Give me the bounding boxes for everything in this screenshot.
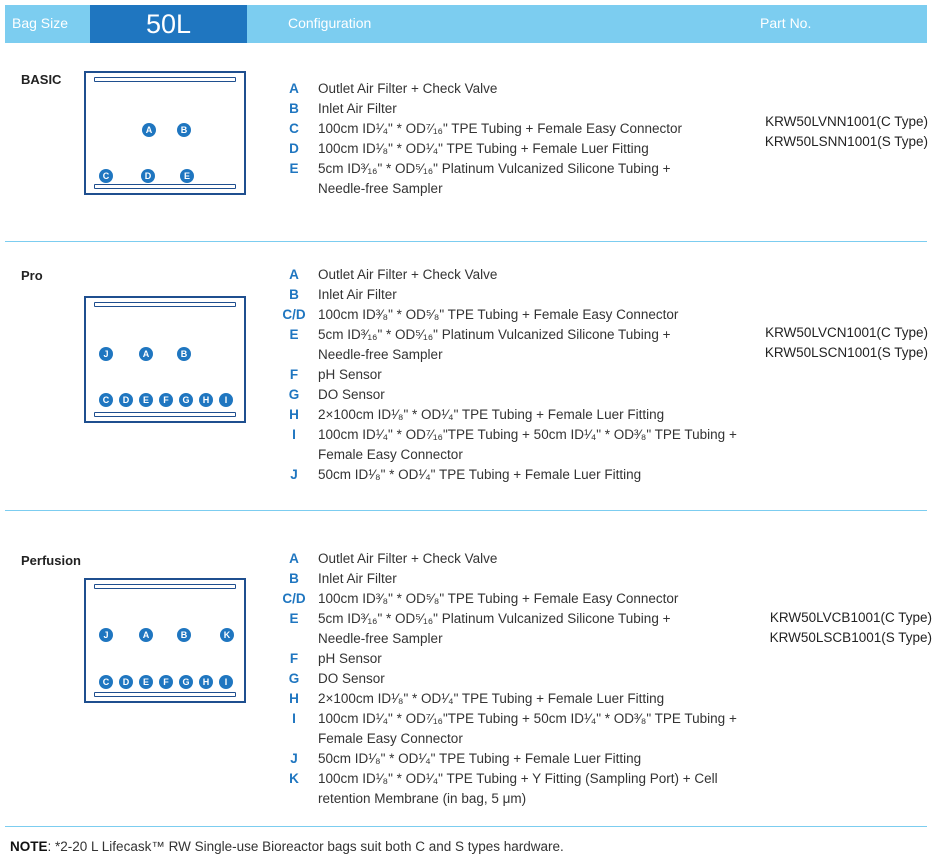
port-h: H — [199, 675, 213, 689]
port-i: I — [219, 675, 233, 689]
section-divider — [5, 241, 927, 242]
bag-rail-bottom — [94, 184, 236, 189]
config-item — [270, 79, 770, 99]
item-code: A — [289, 551, 299, 566]
config-item — [270, 669, 770, 689]
port-f: F — [159, 393, 173, 407]
config-item — [270, 749, 770, 769]
part-number-s-type: KRW50LSNN1001(S Type) — [764, 134, 928, 149]
config-item — [270, 689, 770, 709]
bag-rail-top — [94, 584, 236, 589]
item-text: Outlet Air Filter + Check Valve — [318, 551, 498, 566]
item-text: DO Sensor — [318, 671, 385, 686]
section-divider — [5, 510, 927, 511]
config-item — [270, 465, 770, 485]
item-text: DO Sensor — [318, 387, 385, 402]
item-code: B — [289, 571, 299, 586]
section-divider — [5, 826, 927, 827]
item-text: 50cm ID¹⁄₈" * OD¹⁄₄" TPE Tubing + Female Luer Fitting — [318, 467, 642, 482]
port-d: D — [119, 393, 133, 407]
section-title-pro: Pro — [21, 268, 43, 283]
item-text: Inlet Air Filter — [318, 287, 397, 302]
part-number-s-type: KRW50LSCB1001(S Type) — [769, 630, 932, 645]
note-text: : *2-20 L Lifecask™ RW Single-use Bioreactor bags suit both C and S types hardware. — [47, 839, 564, 854]
section-title-basic: BASIC — [21, 72, 62, 87]
item-text: 100cm ID¹⁄₄" * OD⁷⁄₁₆" TPE Tubing + Female Easy Connector — [318, 121, 683, 136]
bag-diagram-pro — [84, 296, 246, 423]
part-no-label: Part No. — [760, 15, 812, 31]
port-j: J — [99, 347, 113, 361]
item-code: J — [290, 467, 298, 482]
section-title-perfusion: Perfusion — [21, 553, 81, 568]
config-item — [270, 305, 770, 325]
bag-rail-bottom — [94, 692, 236, 697]
item-code: B — [289, 287, 299, 302]
config-item — [270, 709, 760, 749]
port-d: D — [119, 675, 133, 689]
item-text: 2×100cm ID¹⁄₈" * OD¹⁄₄" TPE Tubing + Female Luer Fitting — [318, 691, 665, 706]
item-code: A — [289, 267, 299, 282]
port-e: E — [139, 393, 153, 407]
config-list-basic — [270, 79, 770, 199]
port-c: C — [99, 675, 113, 689]
item-code: J — [290, 751, 298, 766]
config-item — [270, 425, 760, 465]
port-f: F — [159, 675, 173, 689]
note-label: NOTE — [10, 839, 48, 854]
item-code: C/D — [282, 307, 306, 322]
item-code: E — [289, 611, 299, 626]
item-text: Inlet Air Filter — [318, 571, 397, 586]
config-item — [270, 325, 700, 365]
config-item — [270, 609, 700, 649]
item-text: 5cm ID³⁄₁₆" * OD⁵⁄₁₆" Platinum Vulcanized Silicone Tubing + Needle-free Sampler — [318, 327, 671, 362]
item-text: 2×100cm ID¹⁄₈" * OD¹⁄₄" TPE Tubing + Female Luer Fitting — [318, 407, 665, 422]
port-e: E — [180, 169, 194, 183]
item-text: 100cm ID¹⁄₈" * OD¹⁄₄" TPE Tubing + Female Luer Fitting — [318, 141, 649, 156]
part-number-c-type: KRW50LVCN1001(C Type) — [765, 325, 928, 340]
item-code: B — [289, 101, 299, 116]
item-text: pH Sensor — [318, 367, 382, 382]
config-list-pro — [270, 265, 770, 485]
item-text: 100cm ID³⁄₈" * OD⁵⁄₈" TPE Tubing + Female Easy Connector — [318, 307, 679, 322]
config-list-perfusion — [270, 549, 770, 809]
config-item — [270, 649, 770, 669]
item-code: G — [288, 387, 300, 402]
item-code: F — [289, 651, 299, 666]
item-text: 100cm ID¹⁄₄" * OD⁷⁄₁₆"TPE Tubing + 50cm ID¹⁄₄" * OD³⁄₈" TPE Tubing + Female Easy Connector — [318, 711, 737, 746]
bag-size-label: Bag Size — [12, 15, 69, 31]
item-text: Outlet Air Filter + Check Valve — [318, 267, 498, 282]
port-g: G — [179, 675, 193, 689]
item-text: pH Sensor — [318, 651, 382, 666]
footnote — [10, 839, 564, 854]
config-item — [270, 139, 770, 159]
item-code: F — [289, 367, 299, 382]
config-item — [270, 549, 770, 569]
bag-rail-top — [94, 77, 236, 82]
config-item — [270, 159, 700, 199]
bag-rail-top — [94, 302, 236, 307]
port-b: B — [177, 123, 191, 137]
bag-rail-bottom — [94, 412, 236, 417]
port-g: G — [179, 393, 193, 407]
port-i: I — [219, 393, 233, 407]
part-number-c-type: KRW50LVNN1001(C Type) — [765, 114, 928, 129]
item-code: G — [288, 671, 300, 686]
item-text: 5cm ID³⁄₁₆" * OD⁵⁄₁₆" Platinum Vulcanized Silicone Tubing + Needle-free Sampler — [318, 161, 671, 196]
configuration-label: Configuration — [288, 15, 372, 31]
item-code: C — [289, 121, 299, 136]
item-text: 5cm ID³⁄₁₆" * OD⁵⁄₁₆" Platinum Vulcanized Silicone Tubing + Needle-free Sampler — [318, 611, 671, 646]
item-text: 100cm ID³⁄₈" * OD⁵⁄₈" TPE Tubing + Female Easy Connector — [318, 591, 679, 606]
port-a: A — [139, 628, 153, 642]
item-text: Inlet Air Filter — [318, 101, 397, 116]
port-a: A — [139, 347, 153, 361]
bag-diagram-perfusion — [84, 578, 246, 703]
part-numbers-pro — [765, 323, 928, 363]
port-a: A — [142, 123, 156, 137]
item-text: 50cm ID¹⁄₈" * OD¹⁄₄" TPE Tubing + Female Luer Fitting — [318, 751, 642, 766]
item-code: C/D — [282, 591, 306, 606]
config-item — [270, 589, 770, 609]
port-c: C — [99, 169, 113, 183]
item-code: A — [289, 81, 299, 96]
port-d: D — [141, 169, 155, 183]
item-code: K — [289, 771, 299, 786]
port-k: K — [220, 628, 234, 642]
item-code: E — [289, 327, 299, 342]
item-code: D — [289, 141, 299, 156]
config-item — [270, 99, 770, 119]
item-text: 100cm ID¹⁄₈" * OD¹⁄₄" TPE Tubing + Y Fitting (Sampling Port) + Cell retention Membrane (in bag, 5 μm) — [318, 771, 718, 806]
config-item — [270, 769, 740, 809]
item-text: Outlet Air Filter + Check Valve — [318, 81, 498, 96]
item-code: I — [292, 427, 296, 442]
config-item — [270, 365, 770, 385]
config-item — [270, 385, 770, 405]
port-c: C — [99, 393, 113, 407]
port-e: E — [139, 675, 153, 689]
port-b: B — [177, 347, 191, 361]
bag-diagram-basic — [84, 71, 246, 195]
port-b: B — [177, 628, 191, 642]
config-item — [270, 405, 770, 425]
part-numbers-perfusion — [770, 608, 932, 648]
item-text: 100cm ID¹⁄₄" * OD⁷⁄₁₆"TPE Tubing + 50cm ID¹⁄₄" * OD³⁄₈" TPE Tubing + Female Easy Connector — [318, 427, 737, 462]
bag-size-value: 50L — [90, 5, 247, 43]
item-code: E — [289, 161, 299, 176]
item-code: I — [292, 711, 296, 726]
item-code: H — [289, 691, 299, 706]
config-item — [270, 265, 770, 285]
table-header — [5, 5, 927, 43]
item-code: H — [289, 407, 299, 422]
part-numbers-basic — [765, 112, 928, 152]
config-item — [270, 119, 770, 139]
part-number-s-type: KRW50LSCN1001(S Type) — [764, 345, 928, 360]
config-item — [270, 285, 770, 305]
part-number-c-type: KRW50LVCB1001(C Type) — [769, 610, 932, 625]
port-h: H — [199, 393, 213, 407]
port-j: J — [99, 628, 113, 642]
config-item — [270, 569, 770, 589]
